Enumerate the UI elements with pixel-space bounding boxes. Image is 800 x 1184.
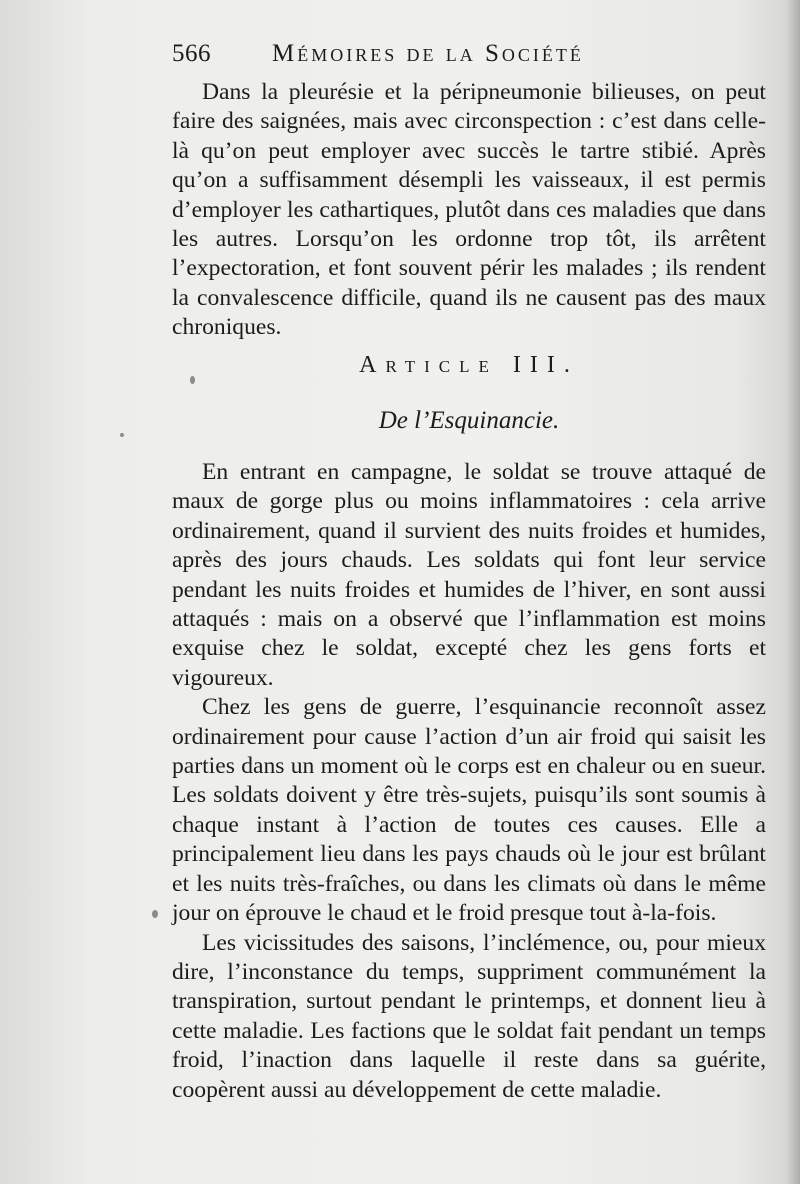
page-number: 566	[172, 40, 211, 67]
page-header	[172, 40, 692, 76]
intro-paragraph: Dans la pleurésie et la péripneumonie bilieuses, on peut faire des saignées, mais avec circonspection : c’est dans celle-là qu’on peut employer avec succès le tartre stibié. Après qu’on a suffisamment désempli les vaisseaux, il est permis d’employer les cathartiques, plutôt dans ces maladies que dans les autres. Lorsqu’on les ordonne trop tôt, ils arrêtent l’expectoration, et font souvent périr les malades ; ils rendent la convalescence difficile, quand ils ne causent pas des maux chroniques.	[172, 79, 766, 341]
body-text-block	[172, 458, 766, 1105]
ink-speck	[152, 910, 158, 918]
ink-speck	[120, 433, 124, 437]
page-edge-shadow	[786, 0, 800, 1184]
article-heading: Article III.	[359, 352, 579, 378]
running-head: Mémoires de la Société	[272, 40, 584, 67]
body-paragraph-3: Les vicissitudes des saisons, l’inclémence, ou, pour mieux dire, l’inconstance du temps, suppriment communément la transpiration, surtout pendant le printemps, et donnent lieu à cette maladie. Les factions que le soldat fait pendant un temps froid, l’inaction dans laquelle il reste dans sa guérite, coopèrent aussi au développement de cette maladie.	[172, 929, 766, 1103]
ink-speck	[190, 376, 195, 384]
body-paragraph-1: En entrant en campagne, le soldat se trouve attaqué de maux de gorge plus ou moins inflammatoires : cela arrive ordinairement, quand il survient des nuits froides et humides, après des jours chauds. Les soldats qui font leur service pendant les nuits froides et humides de l’hiver, en sont aussi attaqués : mais on a observé que l’inflammation est moins exquise chez le soldat, excepté chez les gens forts et vigoureux.	[172, 459, 766, 691]
section-title: De l’Esquinancie.	[378, 407, 560, 434]
body-paragraph-2: Chez les gens de guerre, l’esquinancie reconnoît assez ordinairement pour cause l’action d’un air froid qui saisit les parties dans un moment où le corps est en chaleur ou en sueur. Les soldats doivent y être très-sujets, puisqu’ils sont soumis à chaque instant à l’action de toutes ces causes. Elle a principalement lieu dans les pays chauds où le jour est brûlant et les nuits très-fraîches, ou dans les climats où dans le même jour on éprouve le chaud et le froid presque tout à-la-fois.	[172, 694, 766, 927]
intro-text-block	[172, 78, 766, 343]
